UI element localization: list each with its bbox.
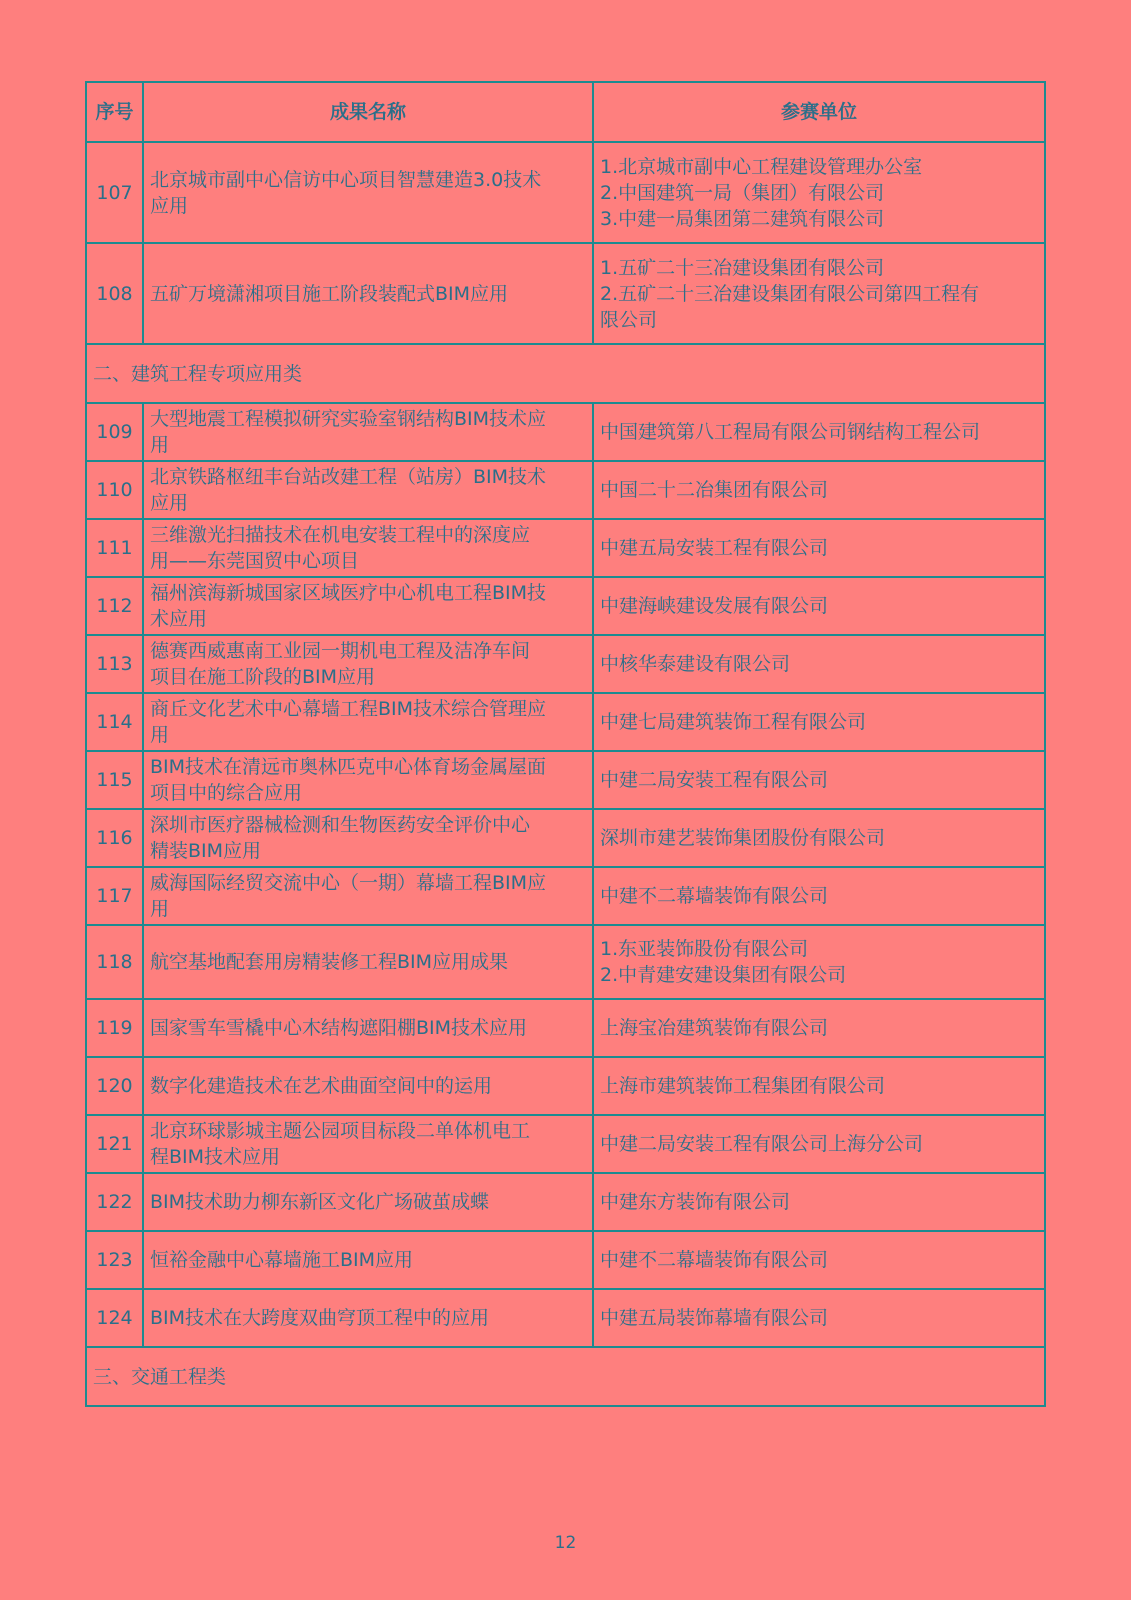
achievement-name: 商丘文化艺术中心幕墙工程BIM技术综合管理应 用 bbox=[143, 693, 593, 751]
achievement-name: 威海国际经贸交流中心（一期）幕墙工程BIM应 用 bbox=[143, 867, 593, 925]
participating-unit: 中建二局安装工程有限公司上海分公司 bbox=[593, 1115, 1045, 1173]
participating-unit: 中国建筑第八工程局有限公司钢结构工程公司 bbox=[593, 403, 1045, 461]
table-row bbox=[86, 461, 1045, 519]
row-number: 120 bbox=[86, 1057, 143, 1115]
table-row bbox=[86, 693, 1045, 751]
achievement-name: 北京环球影城主题公园项目标段二单体机电工 程BIM技术应用 bbox=[143, 1115, 593, 1173]
table-row bbox=[86, 1289, 1045, 1347]
row-number: 123 bbox=[86, 1231, 143, 1289]
row-number: 111 bbox=[86, 519, 143, 577]
achievement-name: 航空基地配套用房精装修工程BIM应用成果 bbox=[143, 925, 593, 999]
participating-unit: 中建不二幕墙装饰有限公司 bbox=[593, 1231, 1045, 1289]
achievement-name: 国家雪车雪橇中心木结构遮阳棚BIM技术应用 bbox=[143, 999, 593, 1057]
table-row bbox=[86, 243, 1045, 344]
table-row bbox=[86, 925, 1045, 999]
row-number: 124 bbox=[86, 1289, 143, 1347]
participating-unit: 中国二十二冶集团有限公司 bbox=[593, 461, 1045, 519]
achievement-name: 北京铁路枢纽丰台站改建工程（站房）BIM技术 应用 bbox=[143, 461, 593, 519]
participating-unit: 中核华泰建设有限公司 bbox=[593, 635, 1045, 693]
participating-unit: 上海市建筑装饰工程集团有限公司 bbox=[593, 1057, 1045, 1115]
page-number: 12 bbox=[554, 1533, 577, 1553]
table-row bbox=[86, 1173, 1045, 1231]
table-row bbox=[86, 1057, 1045, 1115]
row-number: 115 bbox=[86, 751, 143, 809]
participating-unit: 中建五局安装工程有限公司 bbox=[593, 519, 1045, 577]
row-number: 121 bbox=[86, 1115, 143, 1173]
row-number: 112 bbox=[86, 577, 143, 635]
row-number: 107 bbox=[86, 142, 143, 243]
participating-unit: 上海宝冶建筑装饰有限公司 bbox=[593, 999, 1045, 1057]
participating-unit: 中建七局建筑装饰工程有限公司 bbox=[593, 693, 1045, 751]
achievement-name: 北京城市副中心信访中心项目智慧建造3.0技术 应用 bbox=[143, 142, 593, 243]
table-row bbox=[86, 809, 1045, 867]
achievement-name: BIM技术在清远市奥林匹克中心体育场金属屋面 项目中的综合应用 bbox=[143, 751, 593, 809]
section-row bbox=[86, 1347, 1045, 1406]
row-number: 116 bbox=[86, 809, 143, 867]
table-row bbox=[86, 142, 1045, 243]
row-number: 109 bbox=[86, 403, 143, 461]
section-title: 二、建筑工程专项应用类 bbox=[86, 344, 1045, 403]
results-table bbox=[85, 81, 1046, 1407]
achievement-name: 深圳市医疗器械检测和生物医药安全评价中心 精装BIM应用 bbox=[143, 809, 593, 867]
participating-unit: 1.北京城市副中心工程建设管理办公室 2.中国建筑一局（集团）有限公司 3.中建一局集团第二建筑有限公司 bbox=[593, 142, 1045, 243]
participating-unit: 1.五矿二十三冶建设集团有限公司 2.五矿二十三冶建设集团有限公司第四工程有 限公司 bbox=[593, 243, 1045, 344]
section-row bbox=[86, 344, 1045, 403]
header-participating-unit: 参赛单位 bbox=[593, 82, 1045, 142]
table-row bbox=[86, 751, 1045, 809]
table-row bbox=[86, 867, 1045, 925]
participating-unit: 中建东方装饰有限公司 bbox=[593, 1173, 1045, 1231]
row-number: 108 bbox=[86, 243, 143, 344]
table-row bbox=[86, 403, 1045, 461]
section-title: 三、交通工程类 bbox=[86, 1347, 1045, 1406]
table-row bbox=[86, 1231, 1045, 1289]
table-row bbox=[86, 519, 1045, 577]
table-row bbox=[86, 635, 1045, 693]
header-achievement-name: 成果名称 bbox=[143, 82, 593, 142]
achievement-name: BIM技术助力柳东新区文化广场破茧成蝶 bbox=[143, 1173, 593, 1231]
table-row bbox=[86, 999, 1045, 1057]
table-row bbox=[86, 577, 1045, 635]
row-number: 118 bbox=[86, 925, 143, 999]
achievement-name: 数字化建造技术在艺术曲面空间中的运用 bbox=[143, 1057, 593, 1115]
row-number: 113 bbox=[86, 635, 143, 693]
achievement-name: 恒裕金融中心幕墙施工BIM应用 bbox=[143, 1231, 593, 1289]
achievement-name: 福州滨海新城国家区域医疗中心机电工程BIM技 术应用 bbox=[143, 577, 593, 635]
participating-unit: 中建二局安装工程有限公司 bbox=[593, 751, 1045, 809]
row-number: 114 bbox=[86, 693, 143, 751]
participating-unit: 中建海峡建设发展有限公司 bbox=[593, 577, 1045, 635]
achievement-name: BIM技术在大跨度双曲穹顶工程中的应用 bbox=[143, 1289, 593, 1347]
achievement-name: 大型地震工程模拟研究实验室钢结构BIM技术应 用 bbox=[143, 403, 593, 461]
table-row bbox=[86, 1115, 1045, 1173]
row-number: 122 bbox=[86, 1173, 143, 1231]
participating-unit: 中建不二幕墙装饰有限公司 bbox=[593, 867, 1045, 925]
header-number: 序号 bbox=[86, 82, 143, 142]
achievement-name: 德赛西威惠南工业园一期机电工程及洁净车间 项目在施工阶段的BIM应用 bbox=[143, 635, 593, 693]
header-row bbox=[86, 82, 1045, 142]
row-number: 110 bbox=[86, 461, 143, 519]
row-number: 117 bbox=[86, 867, 143, 925]
participating-unit: 深圳市建艺装饰集团股份有限公司 bbox=[593, 809, 1045, 867]
achievement-name: 五矿万境潇湘项目施工阶段装配式BIM应用 bbox=[143, 243, 593, 344]
participating-unit: 中建五局装饰幕墙有限公司 bbox=[593, 1289, 1045, 1347]
participating-unit: 1.东亚装饰股份有限公司 2.中青建安建设集团有限公司 bbox=[593, 925, 1045, 999]
row-number: 119 bbox=[86, 999, 143, 1057]
achievement-name: 三维激光扫描技术在机电安装工程中的深度应 用——东莞国贸中心项目 bbox=[143, 519, 593, 577]
